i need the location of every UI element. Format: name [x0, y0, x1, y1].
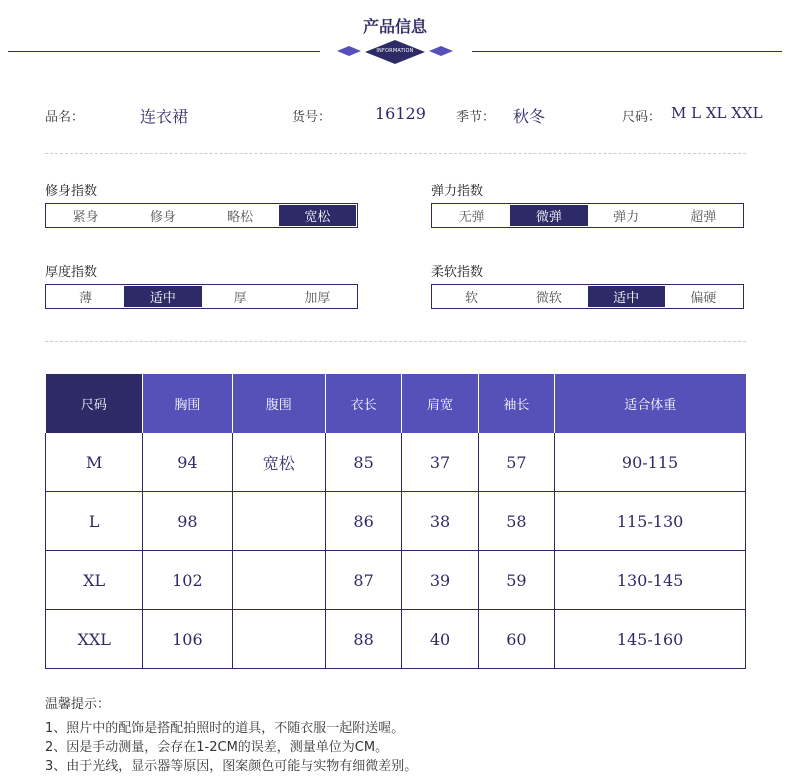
elasticity-index-option: 弹力 [613, 210, 640, 225]
fit-index-option: 宽松 [279, 205, 356, 226]
table-cell: L [46, 492, 143, 551]
softness-index-selector [431, 284, 744, 309]
table-cell [232, 551, 325, 610]
table-row [46, 610, 746, 669]
table-cell: M [46, 433, 143, 492]
table-cell: 57 [478, 433, 554, 492]
note-item: 2、因是手动测量，会存在1-2CM的误差，测量单位为CM。 [45, 740, 389, 755]
table-cell: 60 [478, 610, 554, 669]
header-divider-left [8, 51, 320, 52]
table-cell: 59 [478, 551, 554, 610]
elasticity-index-option: 超弹 [690, 210, 717, 225]
table-row [46, 551, 746, 610]
table-header-row [46, 374, 746, 433]
table-cell: 115-130 [555, 492, 746, 551]
table-cell: 88 [325, 610, 401, 669]
table-cell: 106 [143, 610, 232, 669]
thickness-index-option: 适中 [124, 286, 201, 307]
table-row [46, 492, 746, 551]
note-item: 1、照片中的配饰是搭配拍照时的道具，不随衣服一起附送喔。 [45, 721, 405, 736]
information-banner [335, 40, 455, 66]
elasticity-index-title: 弹力指数 [431, 184, 484, 199]
fit-index-title: 修身指数 [45, 184, 98, 199]
table-cell [232, 492, 325, 551]
thickness-index-option: 加厚 [304, 291, 331, 306]
table-cell [232, 610, 325, 669]
season-label: 季节： [456, 110, 496, 125]
table-cell: 102 [143, 551, 232, 610]
code-value: 16129 [375, 104, 426, 123]
table-header-cell: 袖长 [478, 374, 554, 433]
table-cell: 87 [325, 551, 401, 610]
table-cell: 40 [402, 610, 478, 669]
header-divider-right [472, 51, 782, 52]
softness-index-option: 偏硬 [690, 291, 717, 306]
table-cell: 86 [325, 492, 401, 551]
fit-index-option: 略松 [227, 210, 254, 225]
fit-index-option: 紧身 [72, 210, 99, 225]
season-value: 秋冬 [513, 107, 546, 126]
size-label: 尺码： [622, 110, 662, 125]
table-cell: 39 [402, 551, 478, 610]
table-header-cell: 腹围 [232, 374, 325, 433]
table-row [46, 433, 746, 492]
softness-index-option: 微软 [535, 291, 562, 306]
notes-title: 温馨提示： [45, 697, 111, 712]
table-header-cell: 尺码 [46, 374, 143, 433]
elasticity-index-option: 微弹 [510, 205, 587, 226]
thickness-index-option: 厚 [233, 291, 247, 306]
softness-index-option: 适中 [588, 286, 665, 307]
table-cell: 98 [143, 492, 232, 551]
thickness-index-selector [45, 284, 358, 309]
size-table [45, 374, 746, 669]
dashed-divider [45, 341, 746, 342]
thickness-index-option: 薄 [79, 291, 93, 306]
elasticity-index-option: 无弹 [458, 210, 485, 225]
elasticity-index-selector [431, 203, 744, 228]
table-cell: 58 [478, 492, 554, 551]
note-item: 3、由于光线，显示器等原因，图案颜色可能与实物有细微差别。 [45, 759, 418, 774]
table-cell: XL [46, 551, 143, 610]
fit-index-option: 修身 [149, 210, 176, 225]
page-title: 产品信息 [362, 17, 427, 36]
table-cell: 85 [325, 433, 401, 492]
table-cell: 130-145 [555, 551, 746, 610]
table-header-cell: 肩宽 [402, 374, 478, 433]
name-value: 连衣裙 [140, 107, 189, 126]
size-value: M L XL XXL [671, 104, 763, 122]
table-cell: 38 [402, 492, 478, 551]
code-label: 货号： [292, 110, 332, 125]
thickness-index-title: 厚度指数 [45, 265, 98, 280]
table-cell: 90-115 [555, 433, 746, 492]
table-cell: 145-160 [555, 610, 746, 669]
fit-index-selector [45, 203, 358, 228]
banner-text: INFORMATION [376, 48, 414, 54]
name-label: 品名： [45, 110, 85, 125]
table-cell: XXL [46, 610, 143, 669]
table-cell: 37 [402, 433, 478, 492]
table-cell: 宽松 [232, 433, 325, 492]
softness-index-title: 柔软指数 [431, 265, 484, 280]
softness-index-option: 软 [465, 291, 479, 306]
dashed-divider [45, 153, 746, 154]
table-header-cell: 胸围 [143, 374, 232, 433]
table-cell: 94 [143, 433, 232, 492]
table-header-cell: 适合体重 [555, 374, 746, 433]
table-header-cell: 衣长 [325, 374, 401, 433]
